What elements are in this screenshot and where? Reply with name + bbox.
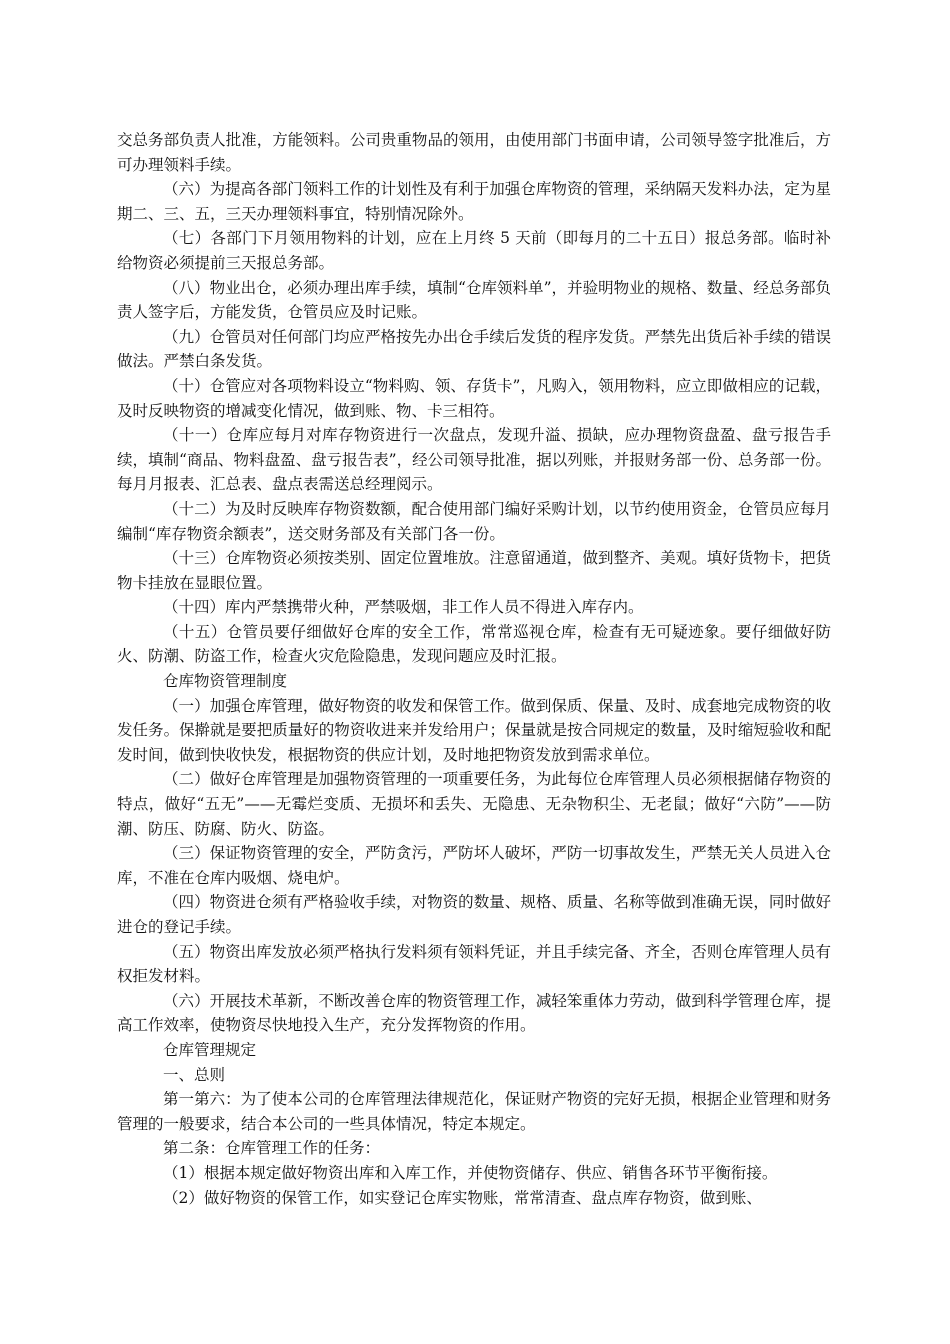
- paragraph: （2）做好物资的保管工作，如实登记仓库实物账，常常清查、盘点库存物资，做到账、: [163, 1188, 762, 1207]
- paragraph: （一）加强仓库管理，做好物资的收发和保管工作。做到保质、保量、及时、成套地完成物资的收发任务。保擀就是要把质量好的物资收进来并发给用户；保量就是按合同规定的数量，及时缩短验收和配发时间，做到快收快发，根据物资的供应计划，及时地把物资发放到需求单位。: [117, 696, 831, 764]
- subsection-heading: 一、总则: [163, 1065, 226, 1084]
- paragraph: （十五）仓管员要仔细做好仓库的安全工作，常常巡视仓库，检查有无可疑迹象。要仔细做好防火、防潮、防盗工作，检查火灾危险隐患，发现问题应及时汇报。: [117, 622, 831, 666]
- paragraph: （二）做好仓库管理是加强物资管理的一项重要任务，为此每位仓库管理人员必须根据储存物资的特点，做好“五无”——无霉烂变质、无损坏和丢失、无隐患、无杂物积尘、无老鼠；做好“六防”——防潮、防压、防腐、防火、防盗。: [117, 770, 831, 838]
- paragraph: 交总务部负责人批准，方能领料。公司贵重物品的领用，由使用部门书面申请，公司领导签字批准后，方可办理领料手续。: [117, 131, 831, 174]
- paragraph: （八）物业出仓，必须办理出库手续，填制“仓库领料单”，并验明物业的规格、数量、经总务部负责人签字后，方能发货，仓管员应及时记账。: [117, 278, 831, 322]
- paragraph: （六）为提高各部门领料工作的计划性及有利于加强仓库物资的管理，采纳隔天发料办法，定为星期二、三、五，三天办理领料事宜，特别情况除外。: [117, 180, 831, 223]
- paragraph: （七）各部门下月领用物料的计划，应在上月终 5 天前（即每月的二十五日）报总务部。临时补给物资必须提前三天报总务部。: [117, 229, 831, 272]
- paragraph: （四）物资进仓须有严格验收手续，对物资的数量、规格、质量、名称等做到准确无误，同时做好进仓的登记手续。: [117, 893, 831, 936]
- section-heading: 仓库物资管理制度: [163, 672, 288, 691]
- paragraph: （十一）仓库应每月对库存物资进行一次盘点，发现升溢、损缺，应办理物资盘盈、盘亏报告手续，填制“商品、物料盘盈、盘亏报告表”，经公司领导批准，据以列账，并报财务部一份、总务部一份。每月月报表、汇总表、盘点表需送总经理阅示。: [117, 426, 831, 494]
- paragraph: （三）保证物资管理的安全，严防贪污，严防坏人破坏，严防一切事故发生，严禁无关人员进入仓库，不准在仓库内吸烟、烧电炉。: [117, 844, 831, 887]
- paragraph: （十四）库内严禁携带火种，严禁吸烟，非工作人员不得进入库存内。: [163, 598, 644, 617]
- paragraph: （十）仓管应对各项物料设立“物料购、领、存货卡”，凡购入，领用物料，应立即做相应的记载，及时反映物资的增减变化情况，做到账、物、卡三相符。: [117, 376, 831, 420]
- paragraph: （六）开展技术革新，不断改善仓库的物资管理工作，减轻笨重体力劳动，做到科学管理仓库，提高工作效率，使物资尽快地投入生产，充分发挥物资的作用。: [117, 991, 831, 1035]
- paragraph: （五）物资出库发放必须严格执行发料须有领料凭证，并且手续完备、齐全，否则仓库管理人员有权拒发材料。: [117, 942, 831, 986]
- paragraph: （九）仓管员对任何部门均应严格按先办出仓手续后发货的程序发货。严禁先出货后补手续的错误做法。严禁白条发货。: [117, 327, 831, 371]
- section-heading: 仓库管理规定: [163, 1040, 257, 1059]
- document-body: [117, 128, 831, 1210]
- paragraph: （十三）仓库物资必须按类别、固定位置堆放。注意留通道，做到整齐、美观。填好货物卡，把货物卡挂放在显眼位置。: [117, 549, 831, 592]
- paragraph: 第一第六：为了使本公司的仓库管理法律规范化，保证财产物资的完好无损，根据企业管理和财务管理的一般要求，结合本公司的一些具体情况，特定本规定。: [117, 1090, 831, 1133]
- paragraph: （十二）为及时反映库存物资数额，配合使用部门编好采购计划，以节约使用资金，仓管员应每月编制“库存物资余额表”，送交财务部及有关部门各一份。: [117, 499, 831, 543]
- paragraph: （1）根据本规定做好物资出库和入库工作，并使物资储存、供应、销售各环节平衡衔接。: [163, 1163, 778, 1182]
- paragraph: 第二条：仓库管理工作的任务：: [163, 1139, 381, 1158]
